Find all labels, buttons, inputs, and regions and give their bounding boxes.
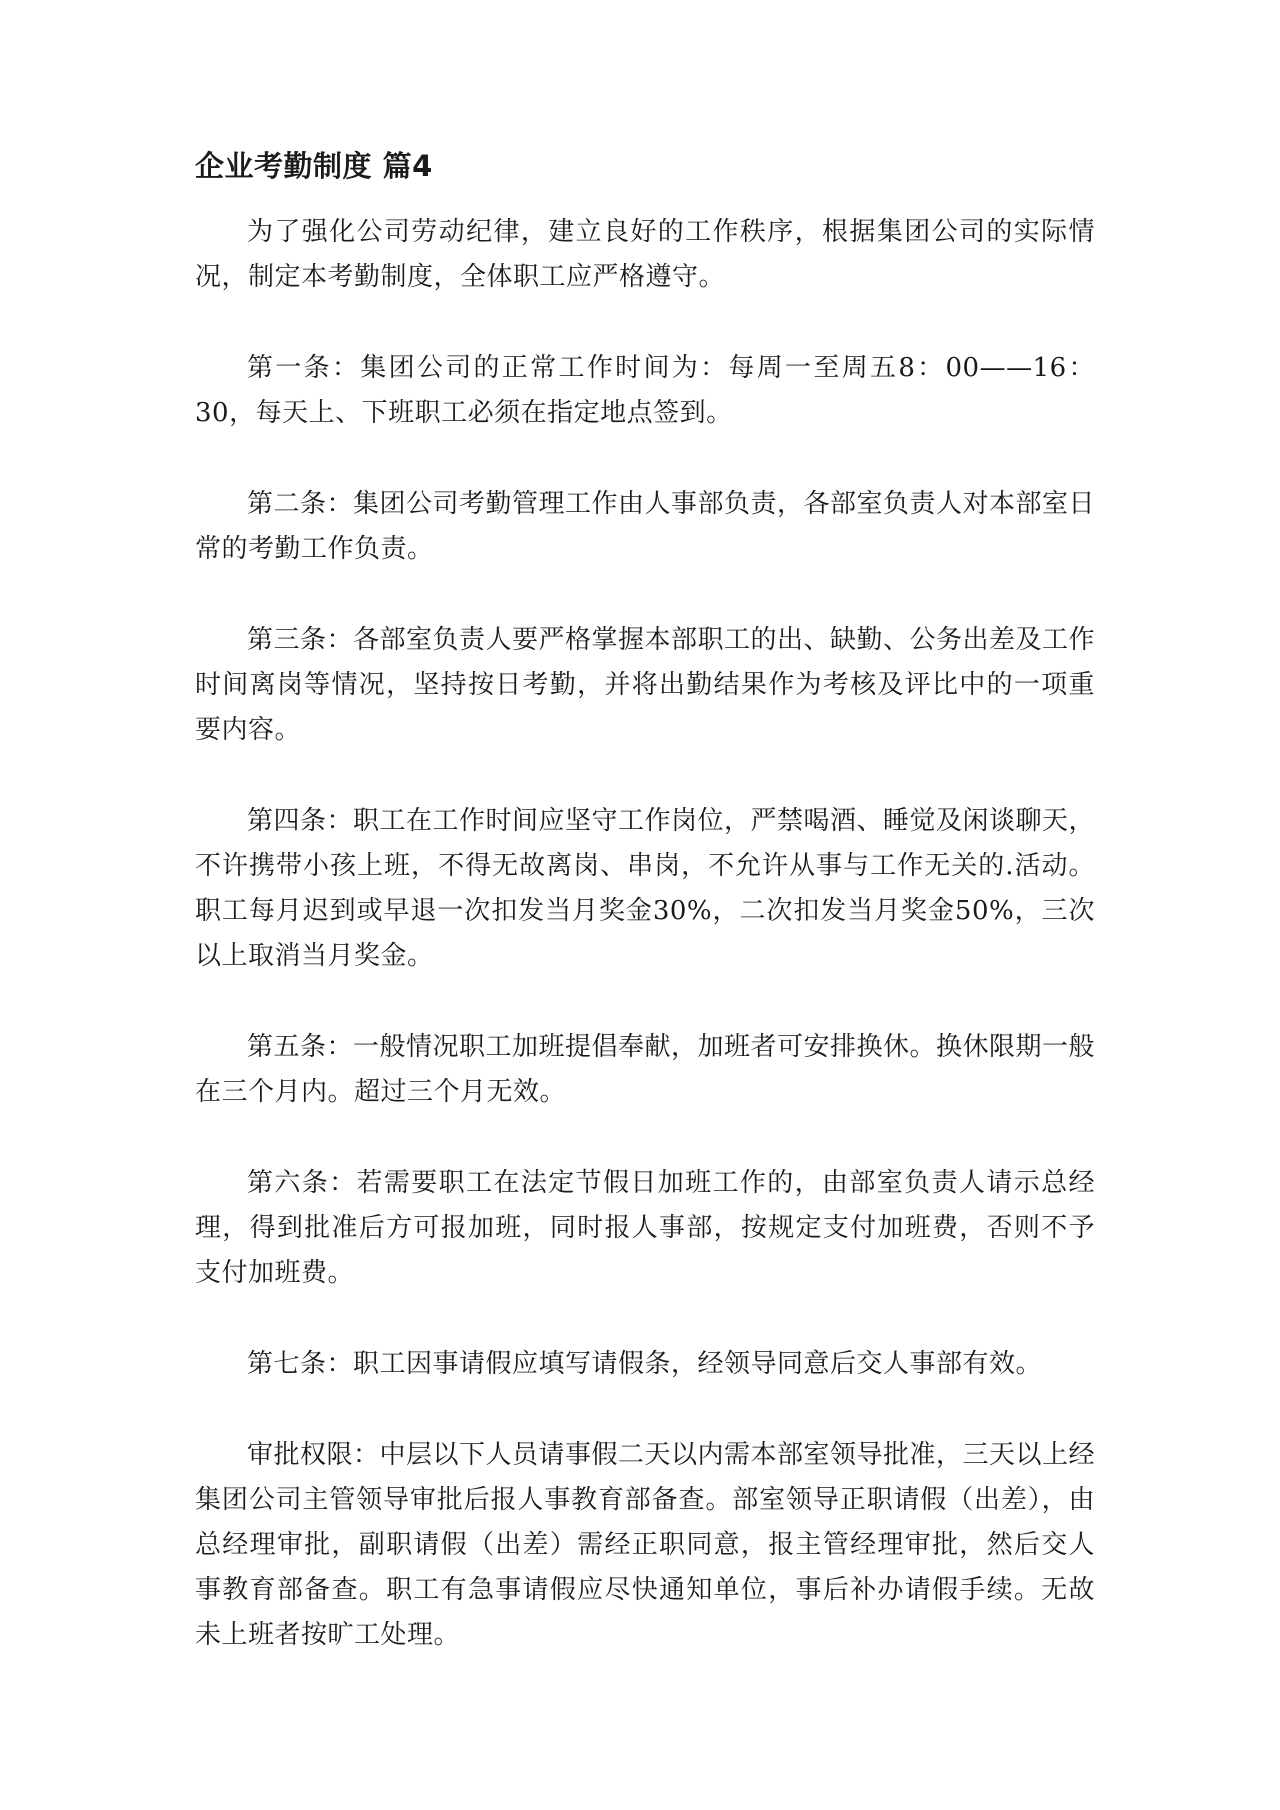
- paragraph-article-7: 第七条：职工因事请假应填写请假条，经领导同意后交人事部有效。: [247, 1349, 1043, 1379]
- paragraph-article-3: 第三条：各部室负责人要严格掌握本部职工的出、缺勤、公务出差及工作时间离岗等情况，坚持按日考勤，并将出勤结果作为考核及评比中的一项重要内容。: [195, 625, 1096, 745]
- document-body: [195, 140, 1095, 1658]
- paragraph-article-5: 第五条：一般情况职工加班提倡奉献，加班者可安排换休。换休限期一般在三个月内。超过三个月无效。: [195, 1032, 1096, 1107]
- paragraph-article-1: 第一条：集团公司的正常工作时间为：每周一至周五8：00——16：30，每天上、下班职工必须在指定地点签到。: [195, 353, 1095, 428]
- paragraph-intro: 为了强化公司劳动纪律，建立良好的工作秩序，根据集团公司的实际情况，制定本考勤制度，全体职工应严格遵守。: [195, 217, 1095, 292]
- paragraph-approval-authority: 审批权限：中层以下人员请事假二天以内需本部室领导批准，三天以上经集团公司主管领导审批后报人事教育部备查。部室领导正职请假（出差），由总经理审批，副职请假（出差）需经正职同意，报主管经理审批，然后交人事教育部备查。职工有急事请假应尽快通知单位，事后补办请假手续。无故未上班者按旷工处理。: [195, 1440, 1096, 1650]
- document-title: 企业考勤制度 篇4: [195, 149, 433, 183]
- paragraph-article-2: 第二条：集团公司考勤管理工作由人事部负责，各部室负责人对本部室日常的考勤工作负责。: [195, 489, 1096, 564]
- paragraph-article-6: 第六条：若需要职工在法定节假日加班工作的，由部室负责人请示总经理，得到批准后方可报加班，同时报人事部，按规定支付加班费，否则不予支付加班费。: [195, 1168, 1095, 1288]
- paragraph-article-4: 第四条：职工在工作时间应坚守工作岗位，严禁喝酒、睡觉及闲谈聊天，不许携带小孩上班，不得无故离岗、串岗，不允许从事与工作无关的.活动。职工每月迟到或早退一次扣发当月奖金30%，二次扣发当月奖金50%，三次以上取消当月奖金。: [195, 806, 1096, 971]
